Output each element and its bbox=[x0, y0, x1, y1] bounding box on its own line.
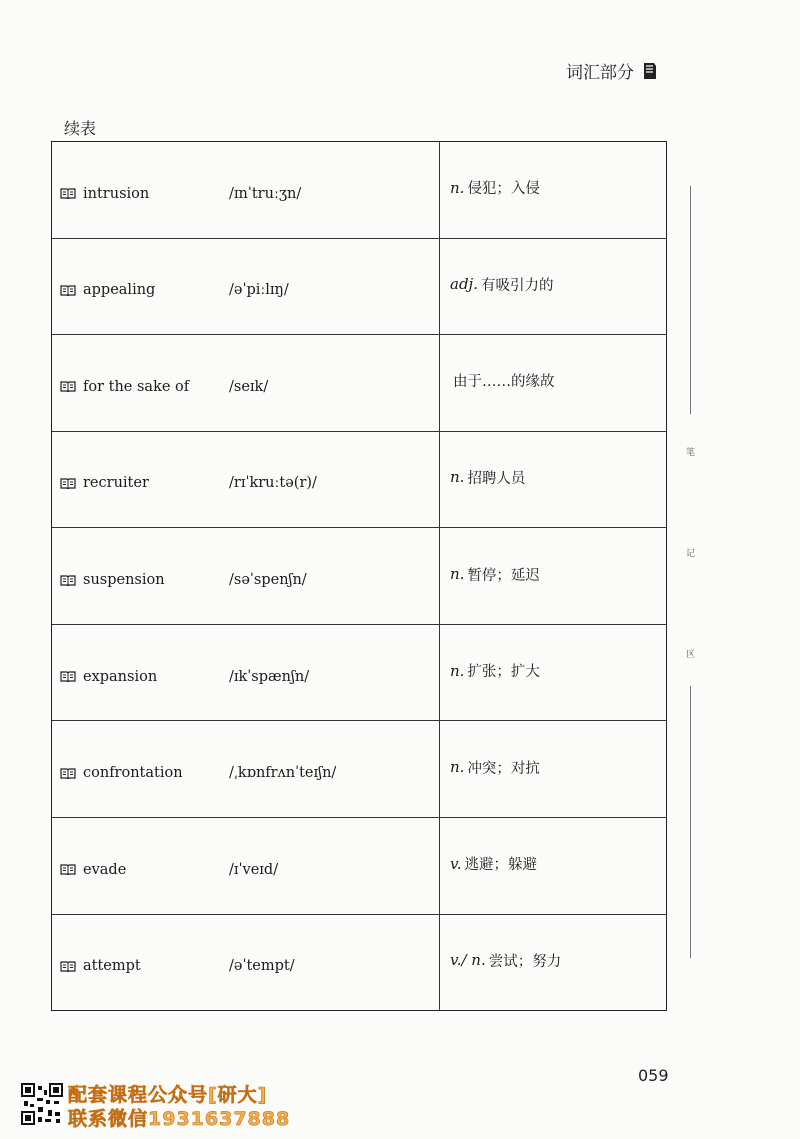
part-of-speech: n. bbox=[450, 565, 465, 584]
definition-cell bbox=[440, 528, 666, 624]
open-book-icon bbox=[60, 285, 76, 296]
vocab-word: expansion bbox=[83, 668, 158, 685]
open-book-icon bbox=[60, 768, 76, 779]
definition-cell bbox=[440, 239, 666, 335]
vocab-word: evade bbox=[83, 861, 127, 878]
vocab-phonetic: /seɪk/ bbox=[229, 378, 269, 395]
note-line-top bbox=[690, 186, 691, 414]
term-cell bbox=[52, 432, 440, 528]
term-cell bbox=[52, 818, 440, 914]
definition-cell bbox=[440, 915, 666, 1011]
vocab-meaning: 暂停；延迟 bbox=[467, 567, 540, 584]
open-book-icon bbox=[60, 671, 76, 682]
table-row bbox=[52, 142, 666, 239]
vocab-meaning: 侵犯；入侵 bbox=[467, 181, 540, 198]
term-cell bbox=[52, 239, 440, 335]
definition-cell bbox=[440, 142, 666, 238]
table-row bbox=[52, 528, 666, 625]
section-header bbox=[566, 58, 658, 83]
part-of-speech: n. bbox=[450, 178, 465, 197]
vocab-meaning: 扩张；扩大 bbox=[467, 664, 540, 681]
part-of-speech: v. bbox=[450, 854, 462, 873]
part-of-speech: n. bbox=[450, 758, 465, 777]
part-of-speech: v./ n. bbox=[450, 951, 486, 970]
term-cell bbox=[52, 335, 440, 431]
vocab-phonetic: /ɪˈveɪd/ bbox=[229, 861, 279, 878]
term-cell bbox=[52, 721, 440, 817]
table-row bbox=[52, 239, 666, 336]
note-char-2: 记 bbox=[686, 549, 696, 559]
definition-cell bbox=[440, 432, 666, 528]
part-of-speech: adj. bbox=[450, 275, 478, 294]
open-book-icon bbox=[60, 188, 76, 199]
continued-label: 续表 bbox=[64, 119, 97, 138]
vocab-word: attempt bbox=[83, 958, 141, 975]
vocab-phonetic: /ɪkˈspænʃn/ bbox=[229, 668, 310, 685]
table-row bbox=[52, 721, 666, 818]
vocab-word: confrontation bbox=[83, 765, 183, 782]
vocab-phonetic: /rɪˈkruːtə(r)/ bbox=[229, 475, 317, 492]
vocab-meaning: 尝试；努力 bbox=[488, 953, 562, 970]
vocab-meaning: 逃避；躲避 bbox=[464, 857, 537, 874]
vocab-meaning: 由于……的缘故 bbox=[453, 374, 555, 391]
vocab-phonetic: /əˈtempt/ bbox=[229, 958, 295, 975]
book-corner-icon bbox=[642, 62, 658, 80]
section-title: 词汇部分 bbox=[566, 63, 634, 83]
definition-cell bbox=[440, 818, 666, 914]
open-book-icon bbox=[60, 961, 76, 972]
open-book-icon bbox=[60, 478, 76, 489]
table-row bbox=[52, 818, 666, 915]
part-of-speech: n. bbox=[450, 661, 465, 680]
term-cell bbox=[52, 915, 440, 1011]
note-char-3: 区 bbox=[686, 650, 696, 660]
vocab-phonetic: /ˌkɒnfrʌnˈteɪʃn/ bbox=[229, 765, 337, 782]
definition-cell bbox=[440, 625, 666, 721]
watermark-line-2: 联系微信1931637888 bbox=[68, 1108, 291, 1130]
vocab-phonetic: /ɪnˈtruːʒn/ bbox=[229, 185, 302, 202]
table-row bbox=[52, 335, 666, 432]
table-row bbox=[52, 915, 666, 1011]
vocab-meaning: 冲突；对抗 bbox=[467, 760, 540, 777]
open-book-icon bbox=[60, 575, 76, 586]
note-line-bottom bbox=[690, 686, 691, 958]
vocab-phonetic: /əˈpiːlɪŋ/ bbox=[229, 282, 289, 299]
table-row bbox=[52, 625, 666, 722]
open-book-icon bbox=[60, 381, 76, 392]
definition-cell bbox=[440, 335, 666, 431]
vocab-phonetic: /səˈspenʃn/ bbox=[229, 572, 307, 589]
watermark-line-1: 配套课程公众号[研大] bbox=[68, 1084, 268, 1106]
vocab-word: intrusion bbox=[83, 185, 150, 202]
vocab-table bbox=[51, 141, 667, 1011]
note-char-1: 笔 bbox=[686, 448, 696, 458]
term-cell bbox=[52, 625, 440, 721]
vocab-word: suspension bbox=[83, 572, 165, 589]
part-of-speech: n. bbox=[450, 468, 465, 487]
page-number: 059 bbox=[638, 1066, 669, 1085]
vocab-meaning: 招聘人员 bbox=[467, 470, 526, 487]
vocab-meaning: 有吸引力的 bbox=[480, 277, 554, 294]
vocab-word: appealing bbox=[83, 282, 156, 299]
definition-cell bbox=[440, 721, 666, 817]
open-book-icon bbox=[60, 864, 76, 875]
vocab-word: recruiter bbox=[83, 475, 149, 492]
table-row bbox=[52, 432, 666, 529]
term-cell bbox=[52, 528, 440, 624]
qr-code-icon bbox=[20, 1082, 64, 1126]
term-cell bbox=[52, 142, 440, 238]
vocab-word: for the sake of bbox=[83, 378, 190, 395]
